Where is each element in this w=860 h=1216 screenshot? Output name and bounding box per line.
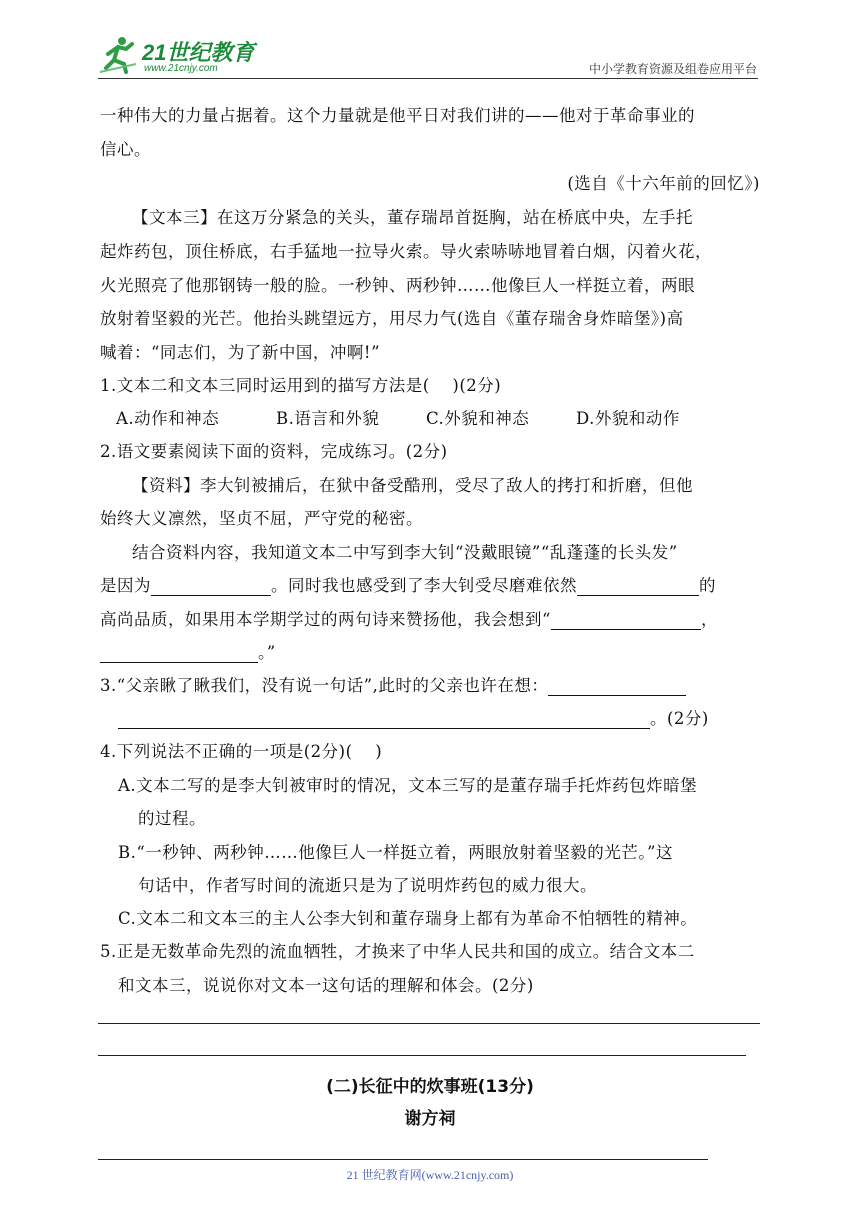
text-fragment: 是因为	[100, 576, 151, 595]
text-fragment: 的	[699, 576, 716, 595]
running-figure-icon	[98, 34, 138, 74]
answer-line[interactable]	[98, 1023, 760, 1024]
option-d[interactable]: D.外貌和动作	[576, 409, 680, 428]
logo-text: 21世纪教育	[142, 40, 255, 65]
resource-line: 【资料】李大钊被捕后，在狱中备受酷刑，受尽了敌人的拷打和折磨，但他	[132, 476, 693, 495]
answer-blank[interactable]	[118, 710, 650, 729]
answer-line[interactable]	[98, 1055, 746, 1056]
text-three-line: 放射着坚毅的光芒。他抬头跳望远方，用尽力气(选自《董存瑞舍身炸暗堡》)高	[100, 309, 684, 328]
option-a[interactable]: A.文本二写的是李大钊被审时的情况，文本三写的是董存瑞手托炸药包炸暗堡	[118, 776, 698, 795]
text-fragment: 。(2分)	[650, 709, 709, 728]
text-fragment: 3.“父亲瞅了瞅我们，没有说一句话”,此时的父亲也许在想：	[100, 676, 549, 695]
text-three-line: 火光照亮了他那钢铸一般的脸。一秒钟、两秒钟……他像巨人一样挺立着，两眼	[100, 276, 695, 295]
question-4: 4.下列说法不正确的一项是(2分)( )	[100, 742, 383, 761]
option-a[interactable]: A.动作和神态	[116, 409, 220, 428]
header-divider	[98, 78, 758, 79]
site-logo	[98, 32, 268, 76]
question-5-cont: 和文本三，说说你对文本一这句话的理解和体会。(2分)	[118, 976, 534, 995]
answer-blank[interactable]	[151, 577, 271, 596]
text-line: 信心。	[100, 140, 151, 159]
option-a-cont: 的过程。	[138, 809, 206, 828]
text-three-line: 喊着：“同志们，为了新中国，冲啊!”	[100, 343, 381, 362]
question-2-text	[100, 610, 760, 630]
option-b[interactable]: B.语言和外貌	[276, 409, 380, 428]
text-fragment: 高尚品质，如果用本学期学过的两句诗来赞扬他，我会想到“	[100, 610, 551, 629]
text-fragment: 。”	[258, 643, 276, 662]
answer-blank[interactable]	[577, 577, 699, 596]
text-fragment: ，	[700, 610, 718, 629]
logo-url: www.21cnjy.com	[144, 63, 218, 74]
section-title: (二)长征中的炊事班(13分)	[326, 1077, 534, 1097]
option-b[interactable]: B.“一秒钟、两秒钟……他像巨人一样挺立着，两眼放射着坚毅的光芒。”这	[118, 843, 673, 862]
option-c[interactable]: C.文本二和文本三的主人公李大钊和董存瑞身上都有为革命不怕牺牲的精神。	[118, 909, 698, 928]
footer-text: 21 世纪教育网(www.21cnjy.com)	[346, 1168, 514, 1182]
question-2-text: 结合资料内容，我知道文本二中写到李大钊“没戴眼镜”“乱蓬蓬的长头发”	[132, 543, 678, 562]
question-3	[100, 676, 760, 696]
resource-line: 始终大义凛然，坚贞不屈，严守党的秘密。	[100, 509, 423, 528]
question-2: 2.语文要素阅读下面的资料，完成练习。(2分)	[100, 442, 448, 461]
option-c[interactable]: C.外貌和神态	[426, 409, 530, 428]
text-fragment: 。同时我也感受到了李大钊受尽磨难依然	[271, 576, 577, 595]
footer-divider	[98, 1159, 708, 1160]
answer-blank[interactable]	[551, 611, 701, 630]
platform-title: 中小学教育资源及组卷应用平台	[588, 62, 757, 76]
question-2-text	[100, 643, 760, 663]
answer-blank[interactable]	[100, 644, 258, 663]
question-2-text	[100, 576, 760, 596]
text-three-line: 【文本三】在这万分紧急的关头，董存瑞昂首挺胸，站在桥底中央，左手托	[132, 208, 693, 227]
text-line: 一种伟大的力量占据着。这个力量就是他平日对我们讲的——他对于革命事业的	[100, 106, 695, 125]
source-citation: (选自《十六年前的回忆》)	[567, 174, 760, 193]
question-1: 1.文本二和文本三同时运用到的描写方法是( )(2分)	[100, 376, 502, 395]
answer-blank[interactable]	[548, 677, 686, 696]
question-5: 5.正是无数革命先烈的流血牺牲，才换来了中华人民共和国的成立。结合文本二	[100, 942, 695, 961]
question-3-cont	[118, 709, 778, 729]
option-b-cont: 句话中，作者写时间的流逝只是为了说明炸药包的威力很大。	[138, 876, 597, 895]
text-three-line: 起炸药包，顶住桥底，右手猛地一拉导火索。导火索哧哧地冒着白烟，闪着火花，	[100, 242, 712, 261]
section-author: 谢方祠	[404, 1109, 456, 1129]
